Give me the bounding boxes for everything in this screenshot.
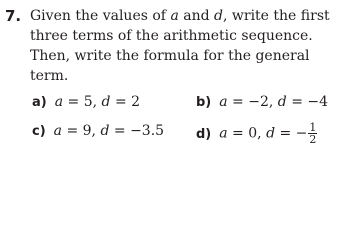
value-a: = 5, bbox=[63, 94, 102, 110]
statement-text: , write the first bbox=[223, 8, 330, 24]
variable-a: a bbox=[53, 123, 63, 139]
statement-line-3: Then, write the formula for the general bbox=[30, 48, 310, 64]
part-label: a) bbox=[32, 95, 47, 110]
statement-line-2: three terms of the arithmetic sequence. bbox=[30, 28, 313, 44]
part-label: b) bbox=[196, 95, 212, 110]
value-d: = −4 bbox=[286, 94, 329, 110]
value-d: = 2 bbox=[110, 94, 141, 110]
statement-line-4: term. bbox=[30, 68, 69, 84]
part-label: c) bbox=[32, 124, 46, 139]
problem-number: 7. bbox=[5, 7, 22, 25]
value-a: = 0, bbox=[227, 125, 267, 142]
variable-a: a bbox=[54, 94, 64, 110]
variable-a: a bbox=[219, 125, 228, 142]
problem-statement bbox=[30, 6, 348, 86]
fraction bbox=[308, 122, 317, 145]
fraction-denominator: 2 bbox=[309, 133, 317, 146]
value-d: = − bbox=[275, 125, 308, 142]
fraction-numerator: 1 bbox=[309, 121, 317, 134]
value-d: = −3.5 bbox=[109, 123, 165, 139]
part-d bbox=[196, 122, 317, 145]
variable-d: d bbox=[101, 94, 111, 110]
variable-d: d bbox=[277, 94, 287, 110]
part-label: d) bbox=[196, 126, 212, 142]
variable-d: d bbox=[100, 123, 110, 139]
statement-text: and bbox=[178, 8, 215, 24]
value-a: = 9, bbox=[62, 123, 101, 139]
part-b bbox=[196, 93, 328, 112]
statement-line-1 bbox=[30, 6, 348, 26]
variable-d: d bbox=[214, 8, 223, 24]
part-c bbox=[32, 122, 164, 141]
variable-a: a bbox=[219, 94, 228, 110]
variable-d: d bbox=[266, 125, 276, 142]
part-a bbox=[32, 93, 140, 112]
variable-a: a bbox=[170, 8, 179, 24]
value-a: = −2, bbox=[227, 94, 278, 110]
statement-text: Given the values of bbox=[30, 8, 171, 24]
